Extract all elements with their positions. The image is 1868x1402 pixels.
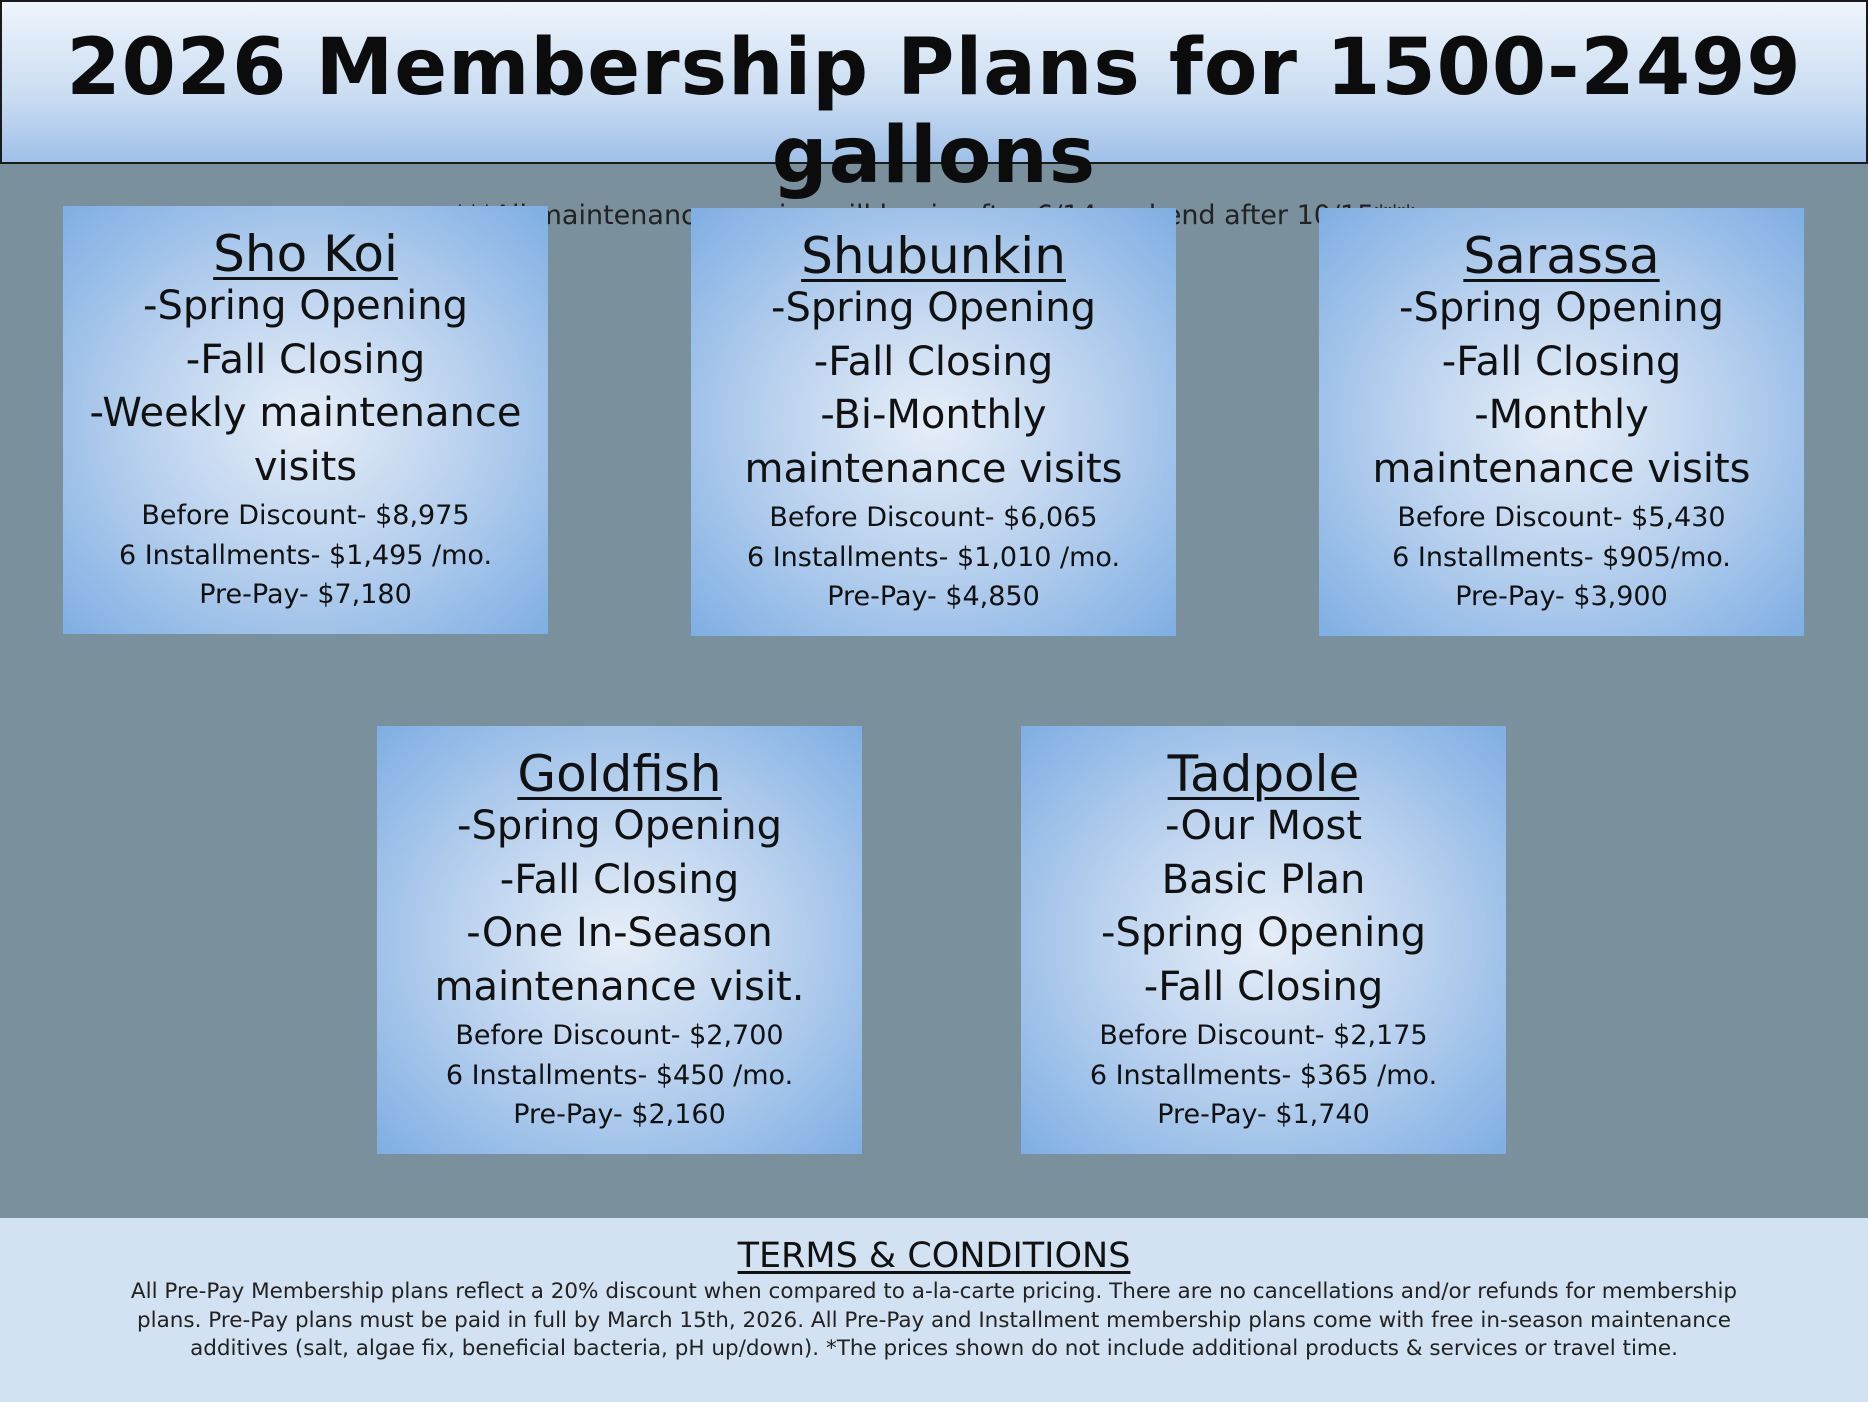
page-header (0, 0, 1868, 231)
price-installments: 6 Installments- $450 /mo. (445, 1059, 794, 1091)
plan-prices (63, 496, 548, 615)
plan-feature: maintenance visits (744, 445, 1123, 492)
plan-card-tadpole (1021, 726, 1506, 1154)
plan-feature: maintenance visits (1372, 445, 1751, 492)
price-before-discount: Before Discount- $2,700 (455, 1020, 784, 1051)
plan-feature: -Fall Closing (185, 336, 426, 383)
price-prepay: Pre-Pay- $3,900 (1455, 581, 1668, 612)
price-before-discount: Before Discount- $6,065 (769, 502, 1098, 533)
plan-feature: -Spring Opening (771, 285, 1096, 331)
service-dates-note: maintenance end after (535, 200, 1289, 231)
plan-card-sho-koi (63, 206, 548, 634)
plan-feature: -Weekly maintenance (89, 390, 522, 436)
plan-name: Sarassa (1463, 227, 1660, 285)
price-before-discount: Before Discount- $2,175 (1099, 1020, 1428, 1051)
plan-features (1021, 800, 1506, 1014)
price-prepay: Pre-Pay- $1,740 (1157, 1099, 1370, 1130)
terms-line: additives (salt, algae fix, beneficial bacteria, pH up/down). *The prices shown do not include additional products & services or travel time. (190, 1336, 1678, 1361)
price-before-discount: Before Discount- $8,975 (141, 500, 470, 531)
price-installments: 6 Installments- $905/mo. (1392, 541, 1731, 573)
plan-feature: -Our Most (1164, 803, 1363, 849)
plan-feature: -Spring Opening (457, 803, 782, 849)
plan-feature: -Spring Opening (1101, 910, 1426, 956)
plan-features (63, 280, 548, 494)
plan-name: Tadpole (1167, 745, 1360, 803)
plan-name: Goldfish (517, 745, 722, 803)
plan-feature: -Fall Closing (1441, 338, 1682, 385)
plan-feature: Basic Plan (1161, 856, 1366, 903)
plan-prices (1021, 1016, 1506, 1135)
plan-feature: -Bi-Monthly (820, 392, 1047, 438)
price-prepay: Pre-Pay- $7,180 (199, 579, 412, 610)
plan-feature: -Monthly (1474, 392, 1649, 438)
plan-name: Sho Koi (213, 225, 398, 283)
plan-prices (691, 498, 1176, 617)
price-before-discount: Before Discount- $5,430 (1397, 502, 1726, 533)
price-installments: 6 Installments- $1,495 /mo. (118, 539, 493, 571)
terms-line: All Pre-Pay Membership plans reflect a 20% discount when compared to a-la-carte pricing. There are no cancellations and/or refunds for membership (130, 1279, 1738, 1304)
plan-card-shubunkin (691, 208, 1176, 636)
plan-feature: -Fall Closing (1143, 963, 1384, 1010)
plan-features (377, 800, 862, 1014)
plan-feature: visits (253, 443, 358, 490)
price-installments: 6 Installments- $1,010 /mo. (746, 541, 1121, 573)
plan-feature: -Fall Closing (813, 338, 1054, 385)
terms-line: plans. Pre-Pay plans must be paid in full by March 15th, 2026. All Pre-Pay and Installment membership plans come with free in-season maintenance (137, 1307, 1731, 1333)
plan-prices (1319, 498, 1804, 617)
plan-feature: maintenance visit. (434, 963, 805, 1010)
terms-title: TERMS & CONDITIONS (737, 1236, 1131, 1276)
terms-section (0, 1218, 1868, 1402)
plan-features (691, 282, 1176, 496)
plan-feature: -Spring Opening (1399, 285, 1724, 331)
plan-feature: -Fall Closing (499, 856, 740, 903)
plan-features (1319, 282, 1804, 496)
terms-body (14, 1278, 1854, 1364)
plan-prices (377, 1016, 862, 1135)
plan-name: Shubunkin (801, 227, 1066, 285)
plan-card-goldfish (377, 726, 862, 1154)
price-prepay: Pre-Pay- $2,160 (513, 1099, 726, 1130)
plan-feature: -One In-Season (466, 910, 773, 956)
page-title: 2026 Membership Plans for 1500-2499 gallons (66, 23, 1802, 201)
price-prepay: Pre-Pay- $4,850 (827, 581, 1040, 612)
price-installments: 6 Installments- $365 /mo. (1089, 1059, 1438, 1091)
plan-card-sarassa (1319, 208, 1804, 636)
plan-feature: -Spring Opening (143, 283, 468, 329)
